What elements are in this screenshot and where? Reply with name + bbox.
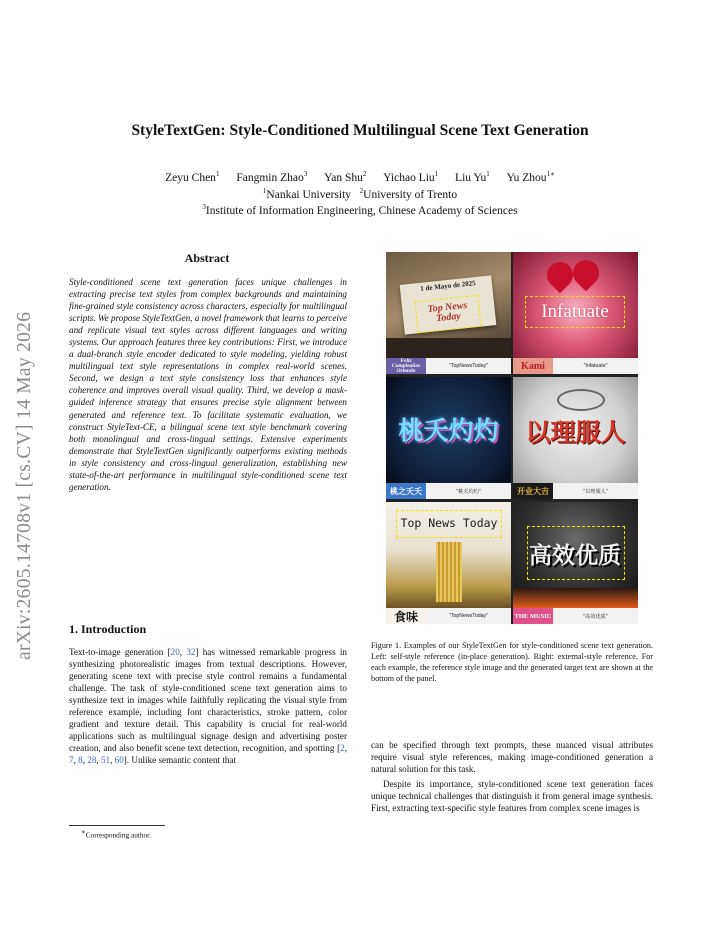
noodle-scene-image: Top News Today [386, 502, 511, 608]
author: Liu Yu$^1$ [455, 170, 490, 184]
author: Fangmin Zhao$^3$ [236, 170, 308, 184]
reference-style-image: Feliz Cumpleaños Orlando [386, 358, 426, 374]
author-list [0, 170, 720, 184]
heart-scene-image: Infatuate [513, 252, 638, 358]
reference-style-image: Kami [513, 358, 553, 374]
neon-scene-image: 桃夭灼灼 [386, 377, 511, 483]
author: Yan Shu$^2$ [324, 170, 367, 184]
citation-link[interactable]: 28 [87, 755, 97, 766]
panel-caption-strip: Kami "Infatuate" [513, 358, 638, 374]
figure-panel [386, 502, 511, 624]
footnote: ∗Corresponding author. [81, 828, 152, 840]
panel-caption-strip: THE MUSIC "高效优质" [513, 608, 638, 624]
figure-caption: Figure 1. Examples of our StyleTextGen for style-conditioned scene text generation. Left: self-style reference (in-place generation). Right: external-style reference. For each example, the reference style image and the generated target text are shown at the bottom of the panel. [371, 641, 653, 683]
section-heading-introduction: 1. Introduction [69, 622, 147, 636]
author: Zeyu Chen$^1$ [165, 170, 220, 184]
arxiv-stamp: arXiv:2605.14708v1 [cs.CV] 14 May 2026 [14, 311, 35, 660]
paragraph: Despite its importance, style-conditioned scene text generation faces unique technical challenges that distinguish it from general image synthesis. First, extracting text-specific style features from complex scene images is [371, 779, 653, 814]
figure-panel [386, 252, 511, 374]
figure-panel [513, 502, 638, 624]
panel-caption-strip: 开业大吉 "以理服人" [513, 483, 638, 499]
panel-caption-strip: 食味 "TopNewsToday" [386, 608, 511, 624]
citation-link[interactable]: 60 [114, 755, 124, 766]
affiliation-line-1: $^1$Nankai University $^2$University of Trento [262, 187, 458, 201]
storm-scene-image: 高效优质 [513, 502, 638, 608]
figure-panel [513, 377, 638, 499]
paragraph: can be specified through text prompts, these nuanced visual attributes require visual style references, making image-conditioned generation a natural solution for this task. [371, 740, 653, 775]
author: Yichao Liu$^1$ [383, 170, 439, 184]
figure-1-image-grid [386, 252, 638, 624]
citation-link[interactable]: 7 [69, 755, 74, 766]
citation-link[interactable]: 8 [78, 755, 83, 766]
abstract-text: Style-conditioned scene text generation faces unique challenges in extracting precise text styles from complex backgrounds and maintaining fine-grained style consistency across characters, especially for multilingual scripts. We propose StyleTextGen, a novel framework that learns to perceive and replicate visual text styles across different languages and writing systems. Our approach features three key contributions: First, we introduce a dual-branch style encoder dedicated to style modeling, yielding robust multilingual text style representations in complex real-world scenes. Second, we design a text style consistency loss that enhances style coherence and improves overall visual quality. Third, we develop a mask-guided inference strategy that ensures precise style alignment between generated and reference text. To facilitate systematic evaluation, we construct StyleText-CE, a bilingual scene text style benchmark covering both monolingual and cross-lingual settings. Extensive experiments demonstrate that StyleTextGen significantly outperforms existing methods in style consistency and cross-lingual generalization, establishing new state-of-the-art performance in multilingual style-conditioned scene text generation. [69, 277, 347, 492]
figure-panel [386, 377, 511, 499]
panel-caption-strip: Feliz Cumpleaños Orlando "TopNewsToday" [386, 358, 511, 374]
paper-title: StyleTextGen: Style-Conditioned Multilingual Scene Text Generation [131, 122, 589, 139]
citation-link[interactable]: 2 [340, 743, 345, 754]
footnote-rule [69, 825, 165, 826]
author: Yu Zhou$^{1∗}$ [506, 170, 555, 184]
reference-style-image: 开业大吉 [513, 483, 553, 499]
panel-caption-strip: 桃之夭夭 "桃夭灼灼" [386, 483, 511, 499]
newspaper-scene-image: 1 de Mayo de 2025 Top News Today [386, 252, 511, 358]
citation-link[interactable]: 32 [186, 647, 196, 657]
abstract-heading: Abstract [184, 251, 230, 265]
citation-link[interactable]: 51 [100, 755, 111, 766]
citation-link[interactable]: 20 [170, 647, 180, 657]
chrome-scene-image: 以理服人 [513, 377, 638, 483]
reference-style-image: 桃之夭夭 [386, 483, 426, 499]
intro-paragraph: Text-to-image generation [20, 32] has witnessed remarkable progress in synthesizing photorealistic images from textual descriptions. However, generating scene text with precise style control remains a fundamental challenge. The task of style-conditioned scene text generation aims to synthesize text in images while faithfully replicating the visual style from reference example, including font characteristics, stroke pattern, color gradient and texture detail. This capability is crucial for real-world applications such as multilingual signage design and advertising poster creation, and also benefit scene text detection, recognition, and spotting [2, 7, 8, 28, 51, 60]. Unlike semantic content that [69, 647, 347, 766]
reference-style-image: 食味 [386, 608, 426, 624]
right-column-text [371, 739, 653, 814]
affiliation-line-2: $^3$Institute of Information Engineering, Chinese Academy of Sciences [202, 203, 518, 217]
figure-panel [513, 252, 638, 374]
reference-style-image: THE MUSIC [513, 608, 553, 624]
